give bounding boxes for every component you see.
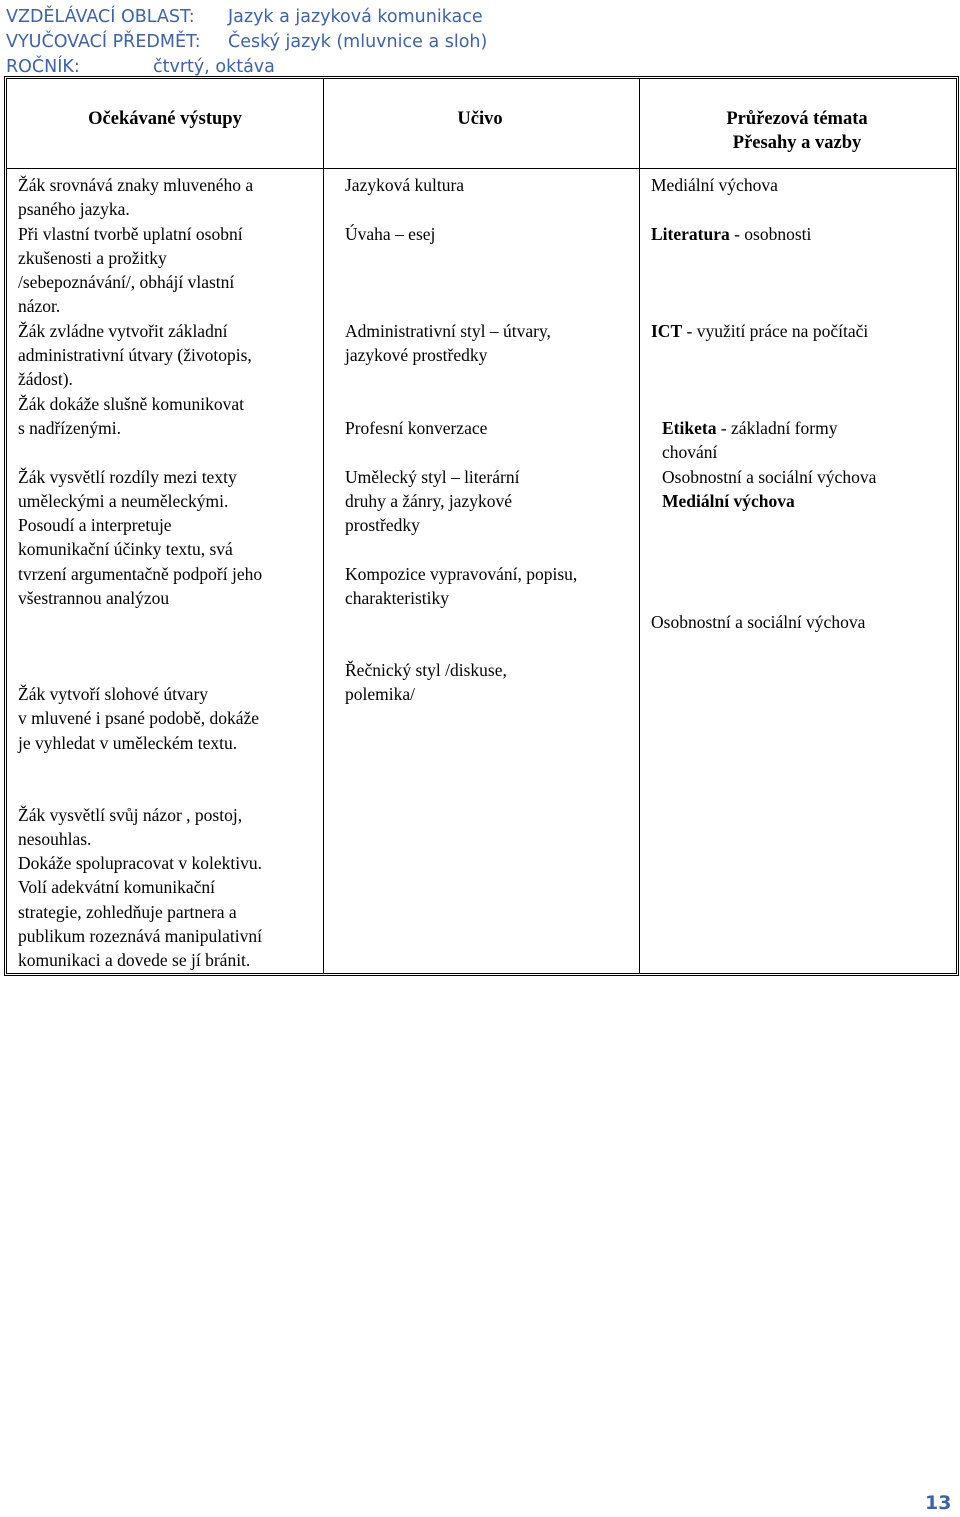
theme-etiketa-rest: - základní formy [716,418,838,438]
outcome-line: Dokáže spolupracovat v kolektivu. [18,853,262,873]
theme-ict-rest: - využití práce na počítači [682,321,869,341]
theme-medialni-2-bold: Mediální výchova [662,491,795,511]
outcome-line: psaného jazyka. [18,199,130,219]
outcome-line: Žák vysvětlí svůj názor , postoj, [18,805,243,825]
theme-medialni-2 [662,489,795,513]
outcome-line: Volí adekvátní komunikační [18,877,216,897]
theme-etiketa-bold: Etiketa [662,418,717,438]
theme-etiketa-line2: chování [662,442,718,462]
curriculum-line: jazykové prostředky [345,345,488,365]
col-header-outcomes: Očekávané výstupy [88,109,242,129]
theme-literatura-rest: - osobnosti [729,224,812,244]
theme-literatura-bold: Literatura [651,224,730,244]
outcome-line: /sebepoznávání/, obhájí vlastní [18,272,235,292]
outcome-line: Posoudí a interpretuje [18,515,172,535]
header-divider [7,168,956,169]
col-header-curriculum: Učivo [457,109,503,129]
theme-ict [651,319,868,343]
col-header-themes-2: Přesahy a vazby [732,133,862,153]
outcome-line: publikum rozeznává manipulativní [18,926,262,946]
theme-etiketa [662,416,837,440]
curriculum-line: Umělecký styl – literární [345,467,520,487]
header-area [6,5,483,29]
outcome-line: s nadřízenými. [18,418,122,438]
outcome-line: strategie, zohledňuje partnera a [18,902,237,922]
col-header-themes-1: Průřezová témata [726,109,868,129]
theme-medialni: Mediální výchova [651,175,778,195]
outcome-line: v mluvené i psané podobě, dokáže [18,708,260,728]
curriculum-line: Profesní konverzace [345,418,488,438]
outcome-line: Žák srovnává znaky mluveného a [18,175,254,195]
curriculum-line: Kompozice vypravování, popisu, [345,564,578,584]
curriculum-line: charakteristiky [345,588,449,608]
outcome-line: Žák vytvoří slohové útvary [18,684,209,704]
subject-label: VYUČOVACÍ PŘEDMĚT: [6,32,201,52]
column-divider [639,79,640,973]
theme-ict-bold: ICT [651,321,683,341]
theme-literatura [651,222,811,246]
outcome-line: Žák dokáže slušně komunikovat [18,394,244,414]
curriculum-line: Administrativní styl – útvary, [345,321,551,341]
outcome-line: názor. [18,296,61,316]
outcome-line: administrativní útvary (životopis, [18,345,252,365]
outcome-line: je vyhledat v uměleckém textu. [18,733,238,753]
outcome-line: Žák zvládne vytvořit základní [18,321,228,341]
theme-osv: Osobnostní a sociální výchova [662,467,877,487]
grade-value: čtvrtý, oktáva [153,57,275,77]
subject-value: Český jazyk (mluvnice a sloh) [228,32,488,52]
column-divider [323,79,324,973]
outcome-line: všestrannou analýzou [18,588,170,608]
grade-label: ROČNÍK: [6,57,80,77]
header-subject [6,30,488,54]
theme-osv-2: Osobnostní a sociální výchova [651,612,866,632]
outcome-line: žádost). [18,369,73,389]
curriculum-line: Jazyková kultura [345,175,465,195]
curriculum-line: Úvaha – esej [345,224,436,244]
curriculum-line: polemika/ [345,684,415,704]
outcome-line: Při vlastní tvorbě uplatní osobní [18,224,243,244]
page-number: 13 [925,1492,952,1514]
area-label: VZDĚLÁVACÍ OBLAST: [6,7,195,27]
outcome-line: komunikační účinky textu, svá [18,539,233,559]
outcome-line: zkušenosti a prožitky [18,248,167,268]
curriculum-line: Řečnický styl /diskuse, [345,660,507,680]
outcome-line: uměleckými a neuměleckými. [18,491,229,511]
curriculum-line: druhy a žánry, jazykové [345,491,512,511]
outcome-line: tvrzení argumentačně podpoří jeho [18,564,263,584]
area-value: Jazyk a jazyková komunikace [228,7,483,27]
curriculum-line: prostředky [345,515,420,535]
outcome-line: Žák vysvětlí rozdíly mezi texty [18,467,237,487]
outcome-line: nesouhlas. [18,829,92,849]
outcome-line: komunikaci a dovede se jí bránit. [18,950,251,970]
